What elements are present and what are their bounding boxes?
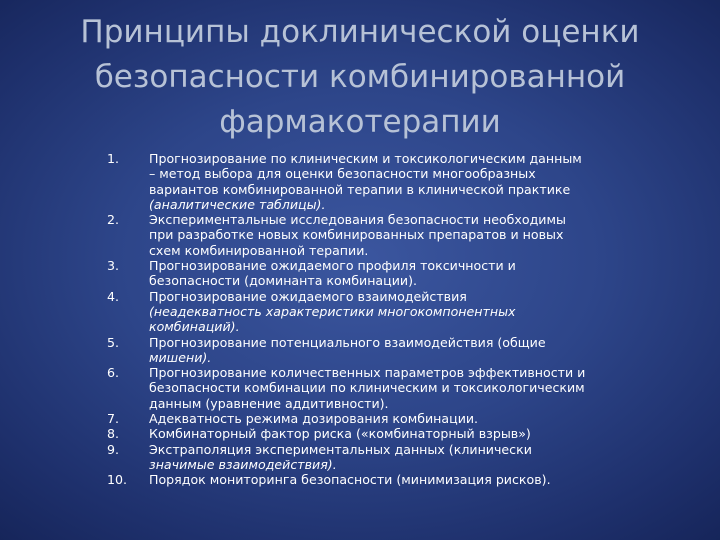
item-text-line: (неадекватность характеристики многокомпонентных [149, 303, 516, 319]
list-item [107, 411, 607, 426]
item-text-line: при разработке новых комбинированных препаратов и новых [149, 227, 564, 243]
slide-title [60, 10, 660, 145]
item-text-line: значимые взаимодействия). [149, 456, 337, 472]
item-number: 9. [107, 441, 120, 457]
item-text-line: комбинаций). [149, 319, 240, 335]
item-text-line: – метод выбора для оценки безопасности многообразных [149, 166, 536, 182]
list-item [107, 472, 607, 487]
item-text-line: Комбинаторный фактор риска («комбинаторный взрыв») [149, 426, 531, 442]
item-text-line: Прогнозирование потенциального взаимодействия (общие [149, 334, 546, 350]
item-number: 6. [107, 365, 120, 381]
list-item [107, 212, 607, 258]
item-text-line: Прогнозирование количественных параметров эффективности и [149, 365, 586, 381]
list-item [107, 151, 607, 212]
item-number: 4. [107, 288, 120, 304]
item-text-line: Прогнозирование по клиническим и токсикологическим данным [149, 151, 582, 166]
item-text-line: мишени). [149, 349, 212, 365]
slide-title-line: Принципы доклинической оценки [80, 14, 640, 50]
item-text-line: схем комбинированной терапии. [149, 242, 369, 258]
list-item [107, 289, 607, 335]
item-text-line: Порядок мониторинга безопасности (минимизация рисков). [149, 472, 551, 488]
item-number: 1. [107, 151, 120, 166]
item-text-line: Экспериментальные исследования безопасности необходимы [149, 212, 566, 228]
item-number: 8. [107, 426, 120, 442]
item-text-line: данным (уравнение аддитивности). [149, 395, 389, 411]
item-text-line: безопасности комбинации по клиническим и токсикологическим [149, 380, 585, 396]
item-number: 2. [107, 212, 120, 228]
list-item [107, 365, 607, 411]
item-number: 5. [107, 334, 120, 350]
item-number: 10. [107, 472, 128, 488]
list-item [107, 442, 607, 473]
item-text-line: Прогнозирование ожидаемого профиля токсичности и [149, 258, 516, 274]
item-text-line: Адекватность режима дозирования комбинации. [149, 411, 479, 427]
item-text-line: (аналитические таблицы). [149, 196, 326, 212]
list-item [107, 426, 607, 441]
item-number: 7. [107, 411, 120, 427]
item-text-line: безопасности (доминанта комбинации). [149, 273, 418, 289]
item-text-line: Прогнозирование ожидаемого взаимодействия [149, 288, 467, 304]
principles-list [107, 151, 607, 488]
item-number: 3. [107, 258, 120, 274]
list-item [107, 258, 607, 289]
item-text-line: вариантов комбинированной терапии в клинической практике [149, 181, 571, 197]
list-item [107, 335, 607, 366]
slide-title-line: фармакотерапии [219, 104, 501, 140]
slide-title-line: безопасности комбинированной [94, 59, 626, 95]
item-text-line: Экстраполяция экспериментальных данных (клинически [149, 441, 532, 457]
